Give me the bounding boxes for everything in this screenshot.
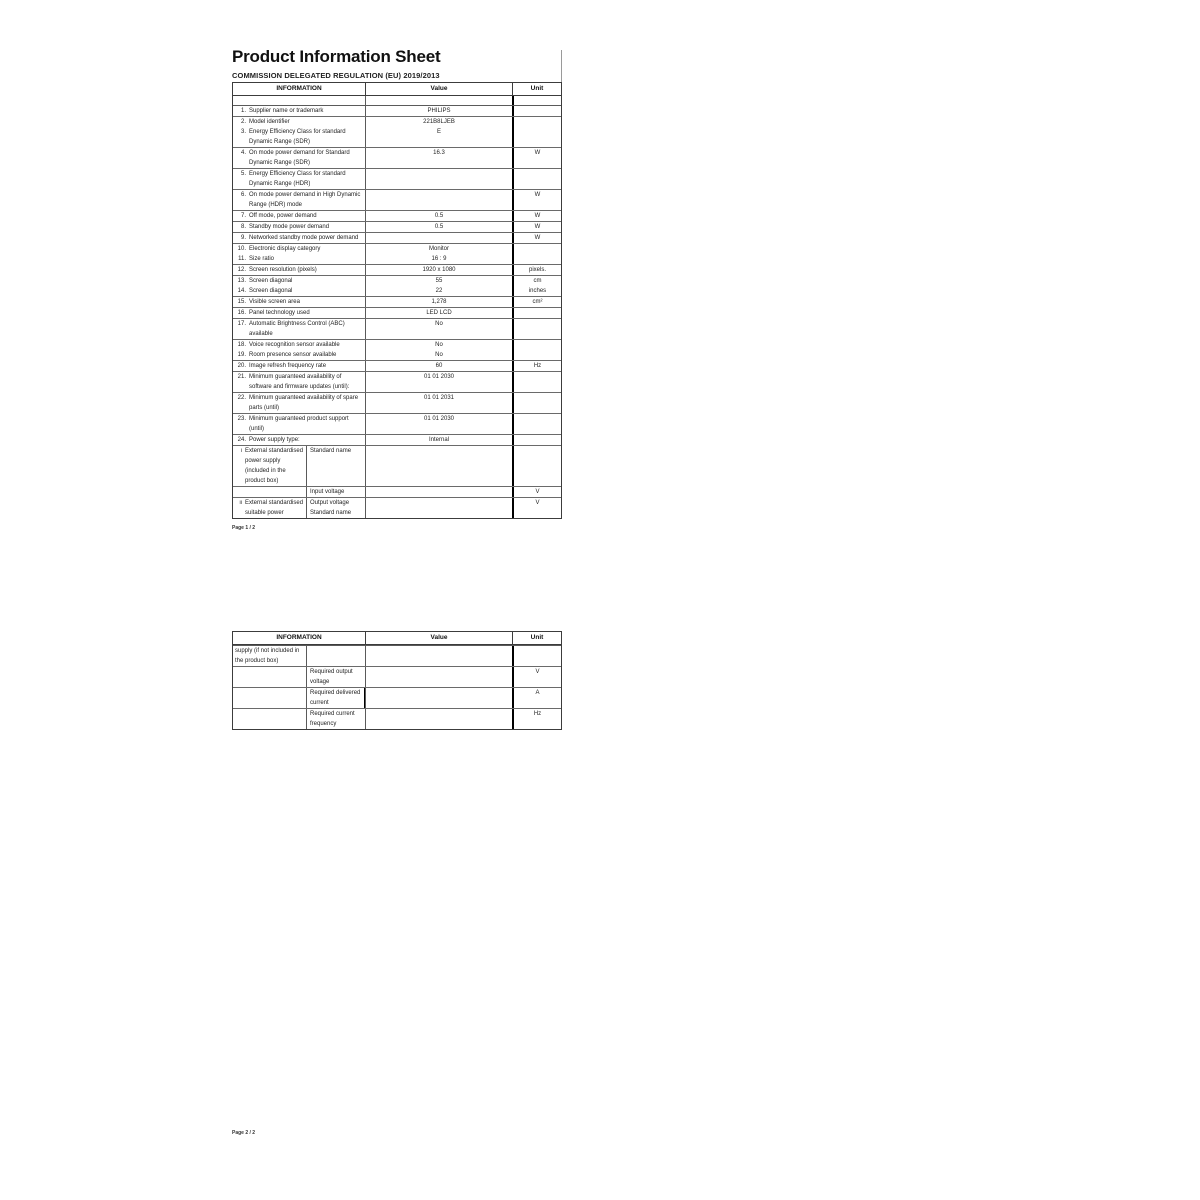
table-row — [233, 372, 561, 392]
row-group-power-supply-ii — [233, 497, 561, 518]
table-row — [233, 244, 561, 254]
row-value: 221B8LJEB — [365, 117, 512, 127]
row-number: 22. — [237, 395, 246, 401]
row-value — [365, 446, 512, 486]
row-number: 4. — [240, 150, 246, 156]
header-information: INFORMATION — [276, 634, 322, 641]
row-number: 3. — [240, 129, 246, 135]
row-value: 0.5 — [365, 211, 512, 221]
table-row — [233, 319, 561, 339]
row-unit — [512, 393, 561, 413]
row-value: 16.3 — [365, 148, 512, 168]
row-group-power-supply-i — [233, 445, 561, 486]
document-page-1 — [232, 47, 562, 531]
row-group — [233, 413, 561, 434]
row-value — [365, 487, 512, 497]
row-group — [233, 168, 561, 189]
row-number: 6. — [240, 192, 246, 198]
row-unit — [512, 435, 561, 445]
row-group — [233, 116, 561, 147]
row-group — [233, 243, 561, 264]
row-unit: W — [512, 211, 561, 221]
table-row — [233, 106, 561, 116]
row-number: 11. — [238, 256, 246, 262]
table-row — [233, 286, 561, 296]
table-row — [233, 169, 561, 189]
row-value: Monitor — [365, 244, 512, 254]
row-group — [233, 232, 561, 243]
table-row — [233, 222, 561, 232]
row-label: Power supply type: — [249, 437, 300, 443]
row-number: 17. — [237, 321, 246, 327]
row-unit — [512, 350, 561, 360]
row-label: Visible screen area — [249, 299, 300, 305]
row-unit: V — [512, 498, 561, 518]
header-unit: Unit — [512, 632, 561, 644]
sub-field-label: Required current frequency — [306, 709, 365, 729]
sub-field-label: Standard name — [310, 510, 352, 516]
sub-marker: i — [240, 448, 242, 454]
page-title: Product Information Sheet — [232, 47, 441, 66]
row-unit — [512, 106, 561, 116]
row-value: 60 — [365, 361, 512, 371]
header-spacer-row — [233, 96, 561, 105]
row-label: On mode power demand for Standard Dynamic Range (SDR) — [249, 150, 350, 166]
row-label: Minimum guaranteed product support (until) — [249, 416, 349, 432]
row-group — [233, 318, 561, 339]
table-row — [233, 435, 561, 445]
row-label: Standby mode power demand — [249, 224, 330, 230]
row-number: 8. — [240, 224, 246, 230]
row-group — [233, 371, 561, 392]
row-group — [233, 189, 561, 210]
table-row — [233, 393, 561, 413]
row-unit: W — [512, 222, 561, 232]
row-number: 5. — [240, 171, 246, 177]
row-unit — [512, 319, 561, 339]
row-label: Room presence sensor available — [249, 352, 337, 358]
row-unit: inches — [512, 286, 561, 296]
table-row — [233, 340, 561, 350]
row-value: LED LCD — [365, 308, 512, 318]
row-group — [233, 275, 561, 296]
row-number: 19. — [237, 352, 246, 358]
row-number: 20. — [237, 363, 246, 369]
row-unit: V — [512, 667, 561, 687]
row-value — [365, 667, 512, 687]
page1-footer: Page 1 / 2 — [232, 525, 256, 531]
table-row — [233, 117, 561, 127]
row-unit: Hz — [512, 361, 561, 371]
row-unit — [512, 169, 561, 189]
sub-field-label: Required delivered current — [306, 688, 366, 708]
row-unit — [512, 446, 561, 486]
row-number: 24. — [237, 437, 246, 443]
row-value: No — [365, 350, 512, 360]
table-subrow — [233, 487, 561, 497]
page2-footer: Page 2 / 2 — [232, 1130, 256, 1136]
row-value: No — [365, 319, 512, 339]
row-value — [365, 169, 512, 189]
row-unit: pixels. — [512, 265, 561, 275]
sub-label: supply (if not included in the product box) — [235, 648, 300, 664]
table-row — [233, 211, 561, 221]
row-label: Networked standby mode power demand — [249, 235, 359, 241]
row-group — [233, 147, 561, 168]
row-value — [365, 498, 512, 518]
table-row — [233, 308, 561, 318]
row-number: 16. — [237, 310, 246, 316]
header-value: Value — [365, 632, 512, 644]
row-unit: Hz — [512, 709, 561, 729]
row-value: E — [365, 127, 512, 147]
row-value: 01 01 2030 — [365, 414, 512, 434]
row-unit — [512, 372, 561, 392]
row-number: 2. — [240, 119, 246, 125]
row-label: Supplier name or trademark — [249, 108, 324, 114]
table-subrow — [233, 688, 561, 708]
sub-field-label: Standard name — [306, 446, 365, 486]
row-unit: A — [512, 688, 561, 708]
header-information: INFORMATION — [276, 85, 322, 92]
row-label: On mode power demand in High Dynamic Range (HDR) mode — [249, 192, 361, 208]
row-number: 12. — [237, 267, 246, 273]
row-unit — [512, 414, 561, 434]
row-value: 22 — [365, 286, 512, 296]
product-info-table-page1 — [232, 82, 562, 519]
table-header-row — [233, 632, 561, 645]
table-header-row — [233, 83, 561, 96]
row-value: 16 : 9 — [365, 254, 512, 264]
table-row — [233, 254, 561, 264]
table-row — [233, 276, 561, 286]
row-number: 13. — [237, 278, 246, 284]
row-value: 01 01 2031 — [365, 393, 512, 413]
row-unit — [512, 646, 561, 666]
row-group — [233, 339, 561, 360]
row-unit: V — [512, 487, 561, 497]
row-label: Size ratio — [249, 256, 275, 262]
row-label: Electronic display category — [249, 246, 321, 252]
table-row — [233, 190, 561, 210]
table-subrow — [233, 498, 561, 518]
table-subrow — [233, 709, 561, 729]
row-number: 9. — [240, 235, 246, 241]
row-unit: cm² — [512, 297, 561, 307]
row-label: Image refresh frequency rate — [249, 363, 327, 369]
row-label: Minimum guaranteed availability of software and firmware updates (until): — [249, 374, 350, 390]
row-unit: W — [512, 233, 561, 243]
sub-marker: ii — [239, 500, 242, 506]
row-label: Voice recognition sensor available — [249, 342, 340, 348]
row-value: Internal — [365, 435, 512, 445]
table-row — [233, 127, 561, 147]
row-label: Energy Efficiency Class for standard Dynamic Range (SDR) — [249, 129, 346, 145]
table-subrow — [233, 667, 561, 687]
row-unit: W — [512, 190, 561, 210]
row-number: 21. — [237, 374, 246, 380]
row-group-required-delivered-current — [233, 687, 561, 708]
row-group — [233, 307, 561, 318]
row-value: No — [365, 340, 512, 350]
row-number: 7. — [240, 213, 246, 219]
row-value: 1920 x 1080 — [365, 265, 512, 275]
row-value: 01 01 2030 — [365, 372, 512, 392]
row-value: 0.5 — [365, 222, 512, 232]
row-group — [233, 296, 561, 307]
table-row — [233, 233, 561, 243]
table-row — [233, 148, 561, 168]
row-unit — [512, 340, 561, 350]
row-label: Screen resolution (pixels) — [249, 267, 317, 273]
row-group — [233, 221, 561, 232]
row-value — [365, 233, 512, 243]
row-label: Off mode, power demand — [249, 213, 317, 219]
row-group — [233, 392, 561, 413]
row-unit: cm — [512, 276, 561, 286]
table-subrow — [233, 646, 561, 666]
table-row — [233, 350, 561, 360]
row-unit — [512, 127, 561, 147]
row-group-input-voltage — [233, 486, 561, 497]
row-group-required-current-frequency — [233, 708, 561, 729]
row-label: Minimum guaranteed availability of spare parts (until) — [249, 395, 359, 411]
row-value — [365, 646, 512, 666]
row-value: 55 — [365, 276, 512, 286]
header-value: Value — [365, 83, 512, 95]
sub-label: External standardised suitable power — [245, 500, 304, 516]
table-row — [233, 414, 561, 434]
row-group — [233, 210, 561, 221]
table-row — [233, 361, 561, 371]
row-number: 15. — [237, 299, 246, 305]
row-number: 14. — [237, 288, 246, 294]
sub-field-label: Output voltage — [310, 500, 350, 506]
row-value — [365, 688, 512, 708]
row-value: 1,278 — [365, 297, 512, 307]
row-label: Screen diagonal — [249, 288, 293, 294]
row-label: Automatic Brightness Control (ABC) available — [249, 321, 345, 337]
row-label: Screen diagonal — [249, 278, 293, 284]
row-group — [233, 434, 561, 445]
row-group-supply-continuation — [233, 645, 561, 666]
row-unit: W — [512, 148, 561, 168]
row-unit — [512, 308, 561, 318]
row-number: 23. — [237, 416, 246, 422]
row-group — [233, 105, 561, 116]
row-label: Model identifier — [249, 119, 290, 125]
row-number: 10. — [237, 246, 246, 252]
row-unit — [512, 244, 561, 254]
row-label: Panel technology used — [249, 310, 310, 316]
row-value: PHILIPS — [365, 106, 512, 116]
row-number: 1. — [240, 108, 246, 114]
row-value — [365, 709, 512, 729]
table-row — [233, 265, 561, 275]
table-row — [233, 297, 561, 307]
row-label: Energy Efficiency Class for standard Dynamic Range (HDR) — [249, 171, 346, 187]
sub-label: External standardised power supply (included in the product box) — [245, 448, 304, 484]
row-group — [233, 264, 561, 275]
row-unit — [512, 254, 561, 264]
row-group — [233, 360, 561, 371]
row-value — [365, 190, 512, 210]
document-page-2 — [232, 631, 562, 730]
sub-field-label: Input voltage — [306, 487, 365, 497]
row-group-required-output-voltage — [233, 666, 561, 687]
page-subtitle: COMMISSION DELEGATED REGULATION (EU) 2019/2013 — [232, 71, 440, 80]
sub-field-label: Required output voltage — [306, 667, 365, 687]
table-subrow — [233, 446, 561, 486]
row-unit — [512, 117, 561, 127]
product-info-table-page2 — [232, 631, 562, 730]
header-unit: Unit — [512, 83, 561, 95]
row-number: 18. — [237, 342, 246, 348]
